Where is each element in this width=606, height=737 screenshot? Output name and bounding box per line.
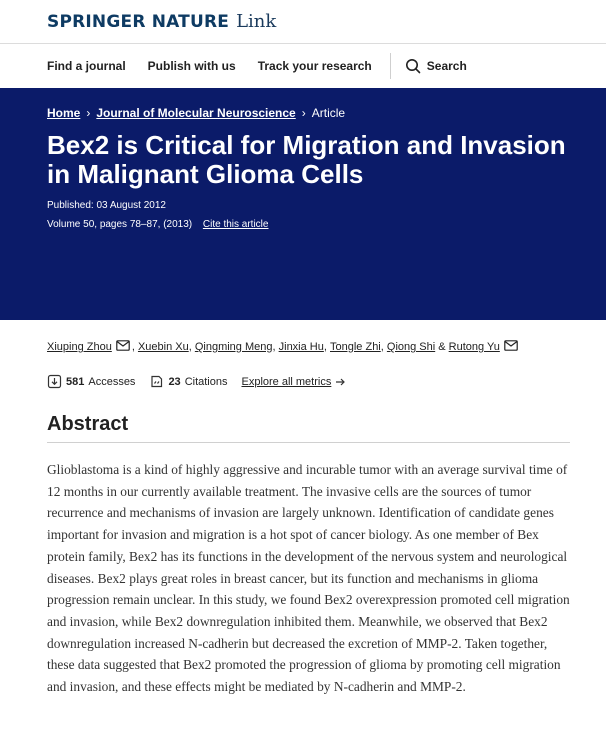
author-link[interactable]: Xiuping Zhou <box>47 341 112 353</box>
article-hero <box>0 88 606 320</box>
author-link[interactable]: Xuebin Xu <box>137 341 189 353</box>
volume-text: Volume 50, pages 78–87, (2013) <box>47 219 193 230</box>
article-title: Bex2 is Critical for Migration and Invasion in Malignant Glioma Cells <box>47 130 566 189</box>
published-date: Published: 03 August 2012 <box>47 200 166 211</box>
article-metrics <box>47 374 346 389</box>
author-link[interactable]: Qiong Shi <box>386 341 436 353</box>
author-separator: , <box>380 341 387 353</box>
nav-divider <box>390 53 391 79</box>
author-link[interactable]: Qingming Meng <box>194 341 273 353</box>
nav-track-research[interactable]: Track your research <box>257 59 372 73</box>
author-list <box>47 340 520 354</box>
download-icon <box>47 374 62 389</box>
email-icon[interactable] <box>116 340 130 354</box>
nav-publish[interactable]: Publish with us <box>147 59 236 73</box>
abstract-text: Glioblastoma is a kind of highly aggressive and incurable tumor with an average survival time of 12 months in our currently available treatment. The invasive cells are the sources of tumor recurrence and mechanisms of invasion are largely unknown. Identification of candidate genes important for invasion and migration is a hot spot of cancer biology. As one member of Bex protein family, Bex2 has its functions in the development of the nervous system and neurological diseases. Bex2 plays great roles in breast cancer, but its function and mechanisms in glioma progression remain unclear. In this study, we found Bex2 overexpression promoted cell migration and invasion, while Bex2 downregulation inhibited them. Meanwhile, we observed that Bex2 downregulation increased N-cadherin but decreased the excretion of MMP-2. Taken together, these data suggested that Bex2 promoted the progression of glioma by promoting cell migration and invasion, and these effects might be mediated by N-cadherin and MMP-2. <box>47 462 570 695</box>
logo-suffix: Link <box>236 11 277 32</box>
springer-nature-link-logo[interactable] <box>47 11 276 32</box>
author-separator: , <box>188 341 195 353</box>
quote-icon <box>149 374 164 389</box>
author-link[interactable]: Rutong Yu <box>448 341 500 353</box>
accesses-label: Accesses <box>88 375 136 388</box>
author-separator: , <box>323 341 330 353</box>
breadcrumb-journal[interactable]: Journal of Molecular Neuroscience <box>96 106 296 120</box>
logo-brand: SPRINGER NATURE <box>47 12 230 32</box>
breadcrumb-home[interactable]: Home <box>47 106 81 120</box>
volume-info <box>47 219 268 230</box>
site-header <box>0 0 606 44</box>
main-nav <box>0 44 606 89</box>
explore-metrics-link[interactable]: Explore all metrics <box>241 375 332 388</box>
breadcrumb-current: Article <box>311 106 346 120</box>
abstract-heading: Abstract <box>47 413 129 435</box>
search-icon <box>405 58 421 74</box>
accesses-metric <box>47 374 135 389</box>
nav-find-journal[interactable]: Find a journal <box>47 59 126 73</box>
search-button[interactable] <box>405 58 467 74</box>
citations-count: 23 <box>168 375 181 388</box>
chevron-right-icon: › <box>301 106 306 120</box>
email-icon[interactable] <box>504 340 518 354</box>
author-separator: , <box>272 341 279 353</box>
citations-label: Citations <box>184 375 228 388</box>
author-link[interactable]: Tongle Zhi <box>330 341 381 353</box>
author-separator: , <box>131 341 138 353</box>
chevron-right-icon: › <box>86 106 91 120</box>
search-label: Search <box>426 59 467 73</box>
breadcrumb <box>47 106 345 120</box>
cite-article-link[interactable]: Cite this article <box>202 219 269 230</box>
abstract-divider <box>47 442 570 443</box>
accesses-count: 581 <box>66 375 85 388</box>
author-separator: & <box>435 341 449 353</box>
arrow-right-icon <box>334 376 346 388</box>
author-link[interactable]: Jinxia Hu <box>278 341 324 353</box>
citations-metric <box>149 374 227 389</box>
